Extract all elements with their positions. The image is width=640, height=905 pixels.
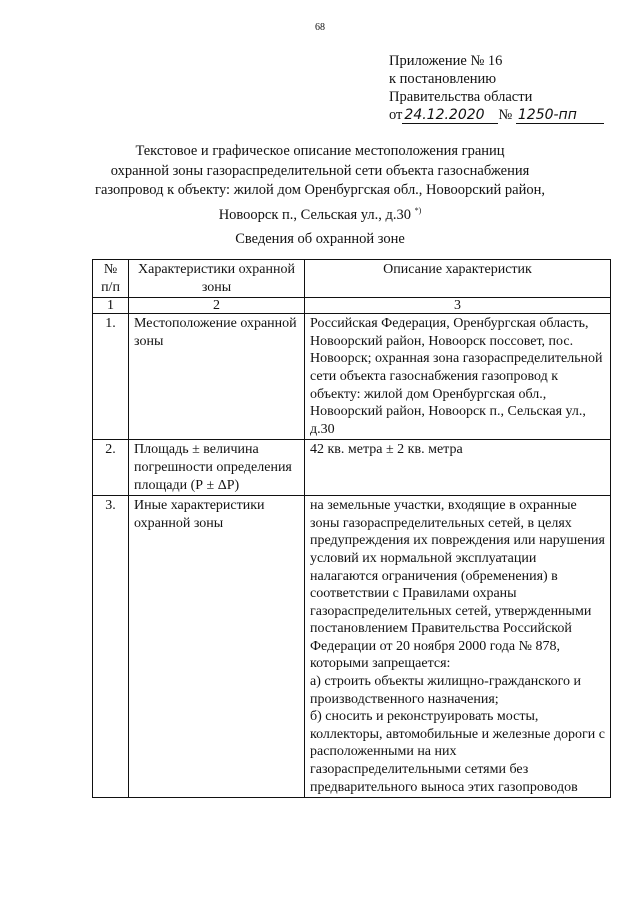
row-description: 42 кв. метра ± 2 кв. метра	[305, 440, 611, 496]
table-row	[93, 496, 611, 798]
index-cell-3: 3	[305, 298, 611, 314]
title-line-1: Текстовое и графическое описание местоположения границ	[135, 143, 505, 159]
appendix-date-line	[389, 106, 604, 124]
handwritten-number: 1250-пп	[516, 108, 604, 124]
header-number: № п/п	[93, 260, 129, 298]
appendix-title: Приложение № 16	[389, 53, 503, 69]
row-description-main: на земельные участки, входящие в охранные зоны газораспределительных сетей, в целях предупреждения их повреждения или нарушения условий их нормальной эксплуатации налагаются ограничения (обременения) в соответствии с Правилами охраны газораспределительных сетей, утвержденными постановлением Правительства Российской Федерации от 20 ноября 2000 года № 878, которыми запрещается:	[310, 498, 605, 672]
table-index-row	[93, 298, 611, 314]
title-line-4-text: Новоорск п., Сельская ул., д.30	[218, 206, 411, 223]
row-description: Российская Федерация, Оренбургская область, Новоорский район, Новоорск поссовет, пос. Новоорск; охранная зона газораспределительной сети объекта газоснабжения газопровод к объекту: жилой дом Оренбургская обл., Новоорский район, Новоорск п., Сельская ул., д.30	[305, 314, 611, 440]
table-row	[93, 440, 611, 496]
header-characteristic: Характеристики охранной зоны	[129, 260, 305, 298]
table-header-row	[93, 260, 611, 298]
title-line-2: охранной зоны газораспределительной сети объекта газоснабжения	[110, 162, 530, 179]
row-number: 2.	[93, 440, 129, 496]
row-characteristic: Площадь ± величина погрешности определения площади (Р ± ΔР)	[129, 440, 305, 496]
title-line-3: газопровод к объекту: жилой дом Оренбургская обл., Новоорский район,	[95, 182, 545, 198]
date-prefix: от	[389, 107, 403, 123]
row-description	[305, 496, 611, 798]
row-description-item-a: а) строить объекты жилищно-гражданского и производственного назначения;	[310, 674, 581, 707]
footnote-mark: *)	[414, 205, 422, 215]
section-subtitle: Сведения об охранной зоне	[235, 231, 405, 247]
row-characteristic: Местоположение охранной зоны	[129, 314, 305, 440]
appendix-resolution: к постановлению	[389, 71, 497, 87]
table-row	[93, 314, 611, 440]
row-number: 3.	[93, 496, 129, 798]
index-cell-2: 2	[129, 298, 305, 314]
row-number: 1.	[93, 314, 129, 440]
index-cell-1: 1	[93, 298, 129, 314]
zone-info-table	[92, 259, 611, 798]
page-number: 68	[315, 22, 325, 33]
appendix-government: Правительства области	[389, 89, 533, 105]
appendix-block	[389, 52, 604, 124]
document-title	[60, 142, 580, 225]
title-line-4	[60, 201, 580, 225]
row-characteristic: Иные характеристики охранной зоны	[129, 496, 305, 798]
row-description-item-b: б) сносить и реконструировать мосты, коллекторы, автомобильные и железные дороги с расположенными на них газораспределительными сетями без предварительного выноса этих газопроводов	[310, 709, 605, 795]
handwritten-date: 24.12.2020	[402, 108, 498, 124]
header-description: Описание характеристик	[305, 260, 611, 298]
number-sign: №	[498, 107, 513, 123]
